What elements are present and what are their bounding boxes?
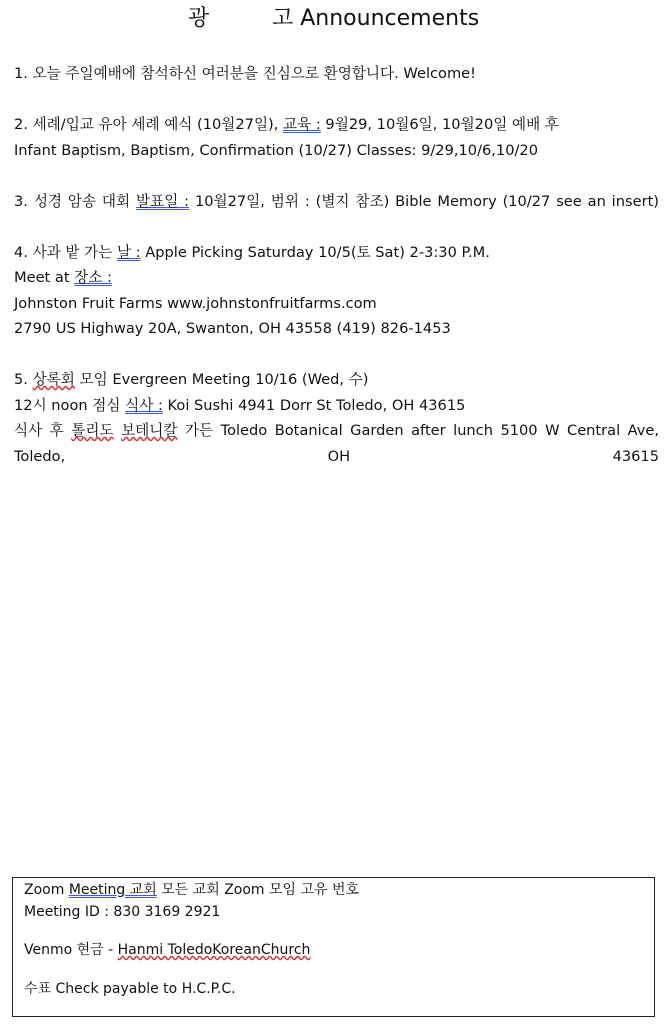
spacer — [14, 87, 659, 113]
spacer — [14, 163, 659, 189]
announcement-5-lunch — [14, 393, 659, 419]
item-text: 모임 Evergreen Meeting 10/16 (Wed, 수) — [74, 371, 369, 388]
venmo-line — [24, 940, 654, 962]
item-number: 1. — [14, 65, 28, 82]
announcement-1 — [14, 61, 659, 87]
meeting-id: Meeting ID : 830 3169 2921 — [24, 903, 221, 920]
zoom-label: Zoom — [24, 882, 69, 898]
check-line: 수표 Check payable to H.C.P.C. — [24, 980, 236, 997]
underlined-label: 식사 : — [125, 396, 163, 414]
spacer — [24, 962, 654, 979]
spacer — [14, 342, 659, 368]
item-text: 가든 Toledo Botanical Garden after lunch 5100 W Central Ave, Toledo, OH 43615 — [14, 422, 660, 465]
item-text: 9월29, 10월6일, 10월20일 예배 후 — [320, 116, 559, 133]
spellcheck-word: 보테니칼 — [121, 422, 178, 439]
item-text: 10월27일, 범위 : (별지 참조) Bible Memory (10/27 see an insert) — [189, 192, 659, 210]
announcement-4-meet — [14, 265, 659, 291]
spellcheck-word: 상록회 — [32, 371, 75, 388]
underlined-label: 발표일 : — [136, 192, 190, 210]
spacer — [24, 923, 654, 940]
page-title: 광 고 Announcements — [187, 6, 480, 31]
announcement-4 — [14, 240, 659, 266]
announcement-3 — [14, 189, 659, 215]
announcement-2-english: Infant Baptism, Baptism, Confirmation (10/27) Classes: 9/29,10/6,10/20 — [14, 141, 538, 159]
spacer — [14, 214, 659, 240]
spellcheck-word: 톨리도 — [71, 422, 114, 439]
space — [114, 422, 122, 439]
underlined-label: 날 : — [116, 243, 141, 261]
announcement-5 — [14, 367, 659, 393]
item-text: 식사 후 — [14, 422, 72, 439]
item-number: 5. — [14, 371, 28, 388]
item-text: Meet at — [14, 269, 75, 286]
item-number: 2. — [14, 116, 28, 133]
zoom-meeting-link[interactable]: Meeting 교회 — [68, 882, 157, 898]
announcement-2 — [14, 112, 659, 138]
underlined-label: 교육 : — [283, 116, 321, 133]
zoom-line — [24, 880, 654, 902]
item-text: 12시 noon 점심 — [14, 396, 126, 414]
zoom-description: 모든 교회 Zoom 모임 고유 번호 — [156, 882, 360, 898]
item-number: 4. — [14, 243, 28, 261]
item-text: 사과 밭 가는 — [32, 243, 117, 261]
item-text: Koi Sushi 4941 Dorr St Toledo, OH 43615 — [162, 396, 466, 414]
item-text: 성경 암송 대회 — [33, 192, 136, 210]
footer-info-box — [12, 877, 655, 1017]
item-text: 세례/입교 유아 세례 예식 (10월27일), — [32, 116, 284, 133]
underlined-label: 장소 : — [74, 269, 112, 286]
announcement-4-farm: Johnston Fruit Farms www.johnstonfruitfarms.com — [14, 294, 377, 312]
announcement-4-address: 2790 US Highway 20A, Swanton, OH 43558 (419) 826-1453 — [14, 320, 451, 337]
item-text: Apple Picking Saturday 10/5(토 Sat) 2-3:30 P.M. — [140, 243, 490, 261]
venmo-account: Hanmi ToledoKoreanChurch — [117, 942, 311, 958]
announcement-5-garden — [14, 418, 659, 469]
announcements-list — [14, 61, 659, 469]
venmo-label: Venmo 현금 - — [24, 942, 118, 958]
item-text: 오늘 주일예배에 참석하신 여러분을 진심으로 환영합니다. Welcome! — [32, 65, 476, 82]
item-number: 3. — [14, 192, 28, 210]
